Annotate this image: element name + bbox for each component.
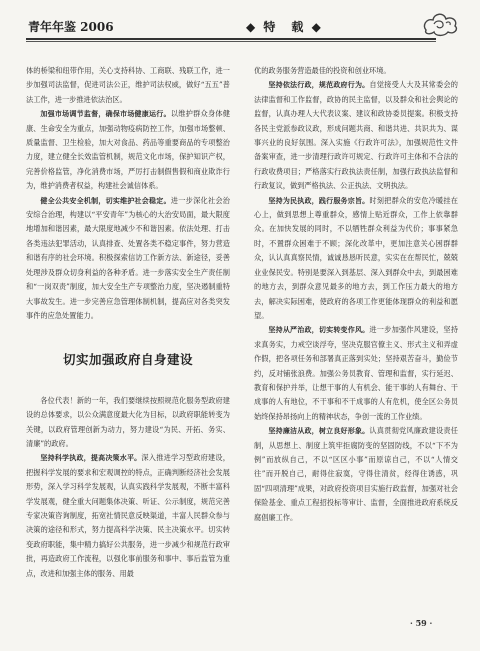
paragraph: 各位代表！新的一年，我们要继续按照规范化服务型政府建设的总体要求，以公众满意度最大化为目标，以政府职能转变为关键，以政府管理创新为动力，努力建设“为民、开拓、务实、清廉”的政府。 [26, 395, 230, 448]
left-column [26, 64, 230, 581]
paragraph-body: 时刻把群众的安危冷暖挂在心上，做到思想上尊重群众，感情上贴近群众，工作上依靠群众。在加快发展的同时，不以牺牲群众利益为代价；事事紧急时，不置群众困难于不顾；深化改革中，更加注意关心困群群众，认认真真察民情，诚诚恳恳听民意，实实在在帮民忙，兢兢业业保民安。特别是要深入到基层、深入到群众中去，到最困难的地方去，到群众意见最多的地方去，到工作压力最大的地方去，解决实际困难，使政府的各项工作更能体现群众的利益和愿望。 [254, 195, 458, 320]
paragraph [26, 194, 230, 324]
magazine-title: 青年年鉴 2006 [28, 20, 114, 34]
paragraph [26, 451, 230, 581]
paragraph: 优的政务服务营造最佳的投资和创业环境。 [254, 66, 391, 75]
paragraph-body: 认真贯彻党风廉政建设责任制，从思想上、制度上筑牢拒腐防变的坚固防线，不以“下不为例”而放纵自己，不以“区区小事”而原谅自己，不以“人情交往”而开脱自己，耐得住寂寞，守得住清贫，经得住诱惑，巩固“四项清理”成果，对政府投资项目实施行政监督，加强对社会保险基金、重点工程招投标等审计、监督，全面推进政府系统反腐倡廉工作。 [254, 426, 458, 522]
paragraph-lead: 坚持廉洁从政，树立良好形象。 [268, 427, 370, 436]
right-column [254, 64, 458, 525]
paragraph-lead: 坚持从严治政，切实转变作风。 [268, 326, 370, 335]
page-header [26, 10, 462, 38]
paragraph-lead: 坚持依法行政，规范政府行为。 [268, 81, 370, 90]
header-rule [26, 38, 436, 40]
paragraph [26, 107, 230, 193]
paragraph-body: 深入推进学习型政府建设，把握科学发展的要求和宏观调控的特点，正确判断经济社会发展形势，深入学习科学发展观，认真实践科学发展观，不断丰富科学发展观，健全重大问题集体决策、听证、公示制度，规范完善专家决策咨询制度，拓宽社情民意反映渠道，丰富人民群众参与决策的途径和形式，努力提高科学决策、民主决策水平。切实转变政府职能，集中精力搞好公共服务，进一步减少和规范行政审批，再造政府工作流程，以强化事前服务和事中、事后监管为重点，改进和加强主体的服务、用最 [26, 453, 230, 578]
paragraph-lead: 坚持科学执政，提高决策水平。 [40, 454, 142, 463]
paragraph-lead: 健全公共安全机制，切实维护社会稳定。 [40, 196, 171, 205]
section-heading: 切实加强政府自身建设 [62, 352, 193, 368]
paragraph [254, 424, 458, 525]
page-number: · 59 · [410, 618, 433, 628]
paragraph [254, 194, 458, 324]
paragraph [254, 78, 458, 193]
paragraph: 体的桥梁和纽带作用，关心支持科协、工商联、残联工作，进一步加强司法监督，促进司法公正，维护司法权威，做好“五五”普法工作，进一步推进依法治区。 [26, 66, 230, 104]
decorative-cloud-logo-icon [420, 8, 460, 38]
paragraph-lead: 加强市场调节监督，确保市场健康运行。 [40, 110, 171, 119]
paragraph-body: 以维护群众身体健康、生命安全为重点，加强动物疫病防控工作，加强市场整顿、质量监督、卫生检验，加大对食品、药品等重要商品的专项整治力度，建立健全长效监管机制，规范文化市场，保护知识产权，完善价格监管，净化消费市场，严厉打击制假售假和商业欺诈行为，维护消费者权益，构建社会诚信体系。 [26, 109, 230, 191]
header-rule-thin [26, 41, 436, 42]
paragraph-body: 自觉接受人大及其常委会的法律监督和工作监督，政协的民主监督，以及群众和社会舆论的监督，认真办理人大代表议案、建议和政协委员提案。积极支持各民主党派参政议政，形成问题共商、和谐共进、共识共为、谋事兴业的良好氛围。深入实施《行政许可法》，加强规范性文件备案审查，进一步清理行政许可规定、行政许可主体和不合法的行政收费项目；严格落实行政执法责任制，加强行政执法监督和行政复议，做到严格执法、公正执法、文明执法。 [254, 80, 458, 191]
paragraph [254, 323, 458, 424]
section-label: ◆ 特 载 ◆ [246, 20, 323, 34]
paragraph-body: 进一步深化社会治安综合治理，构建以“平安青年”为核心的大治安局面，最大限度地增加和谐因素，最大限度地减少不和谐因素。依法处理、打击各类违法犯罪活动，认真排查、处置各类不稳定事件，努力营造和谐有序的社会环境。积极探索信访工作新方法、新途径，妥善处理涉及群众切身利益的各种矛盾。进一步落实安全生产责任制和“一岗双责”制度，加大安全生产专项整治力度，坚决遏制重特大事故发生。进一步完善应急管理体制机制，提高应对各类突发事件的应急处置能力。 [26, 195, 230, 320]
paragraph-lead: 坚持为民执政，践行服务宗旨。 [268, 196, 370, 205]
paragraph-body: 进一步加强作风建设，坚持求真务实，力戒空谈浮夸，坚决克服官僚主义、形式主义和弄虚作假，把各项任务和部署真正落到实处；坚持艰苦奋斗，勤俭节约，反对铺张浪费。加强公务员教育、管理和监督，实行延迟、教育和保护并举，让想干事的人有机会、能干事的人有舞台、干成事的人有地位，不干事和不干成事的人有危机，使全区公务员始终保持昂扬向上的精神状态，争创一流的工作业绩。 [254, 325, 458, 421]
